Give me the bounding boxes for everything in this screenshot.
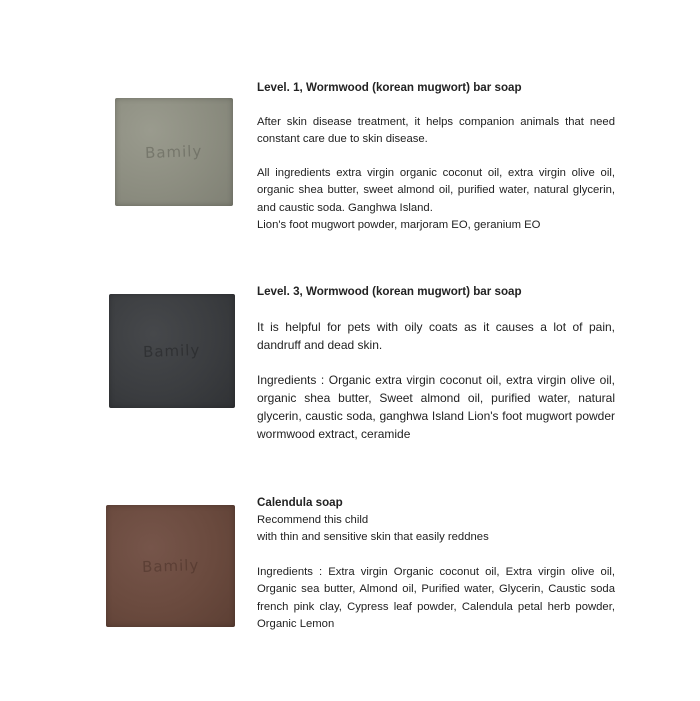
soap-image-level3 [109, 294, 235, 408]
product-description-line1: Recommend this child [257, 513, 369, 526]
product-text-level1 [257, 79, 615, 235]
product-title: Level. 3, Wormwood (korean mugwort) bar soap [257, 285, 522, 298]
product-description: It is helpful for pets with oily coats as it causes a lot of pain, dandruff and dead skin. [257, 320, 615, 352]
product-text-level3 [257, 283, 615, 443]
soap-stamp-logo: Bamily [141, 556, 200, 576]
soap-image-level1 [115, 98, 233, 206]
product-text-calendula [257, 494, 615, 634]
soap-stamp-logo: Bamily [143, 341, 201, 361]
product-title: Calendula soap [257, 496, 343, 509]
product-title: Level. 1, Wormwood (korean mugwort) bar soap [257, 81, 522, 94]
product-ingredients: Ingredients : Extra virgin Organic coconut oil, Extra virgin olive oil, Organic sea butter, Almond oil, Purified water, Glycerin, Caustic soda french pink clay, Cypress leaf powder, Calendula petal herb powder, Organic Lemon [257, 565, 615, 630]
product-ingredients-extra: Lion's foot mugwort powder, marjoram EO, geranium EO [257, 219, 541, 231]
product-ingredients: All ingredients extra virgin organic coconut oil, extra virgin olive oil, organic shea butter, sweet almond oil, purified water, natural glycerin, and caustic soda. Ganghwa Island. [257, 166, 615, 214]
product-ingredients: Ingredients : Organic extra virgin coconut oil, extra virgin olive oil, organic shea butter, Sweet almond oil, purified water, natural glycerin, caustic soda, ganghwa Island Lion's foot mugwort powder wormwood extract, ceramide [257, 373, 615, 441]
product-description-line2: with thin and sensitive skin that easily reddnes [257, 531, 489, 543]
product-description: After skin disease treatment, it helps companion animals that need constant care due to skin disease. [257, 115, 615, 145]
soap-stamp-logo: Bamily [145, 142, 203, 162]
soap-image-calendula [106, 505, 235, 627]
